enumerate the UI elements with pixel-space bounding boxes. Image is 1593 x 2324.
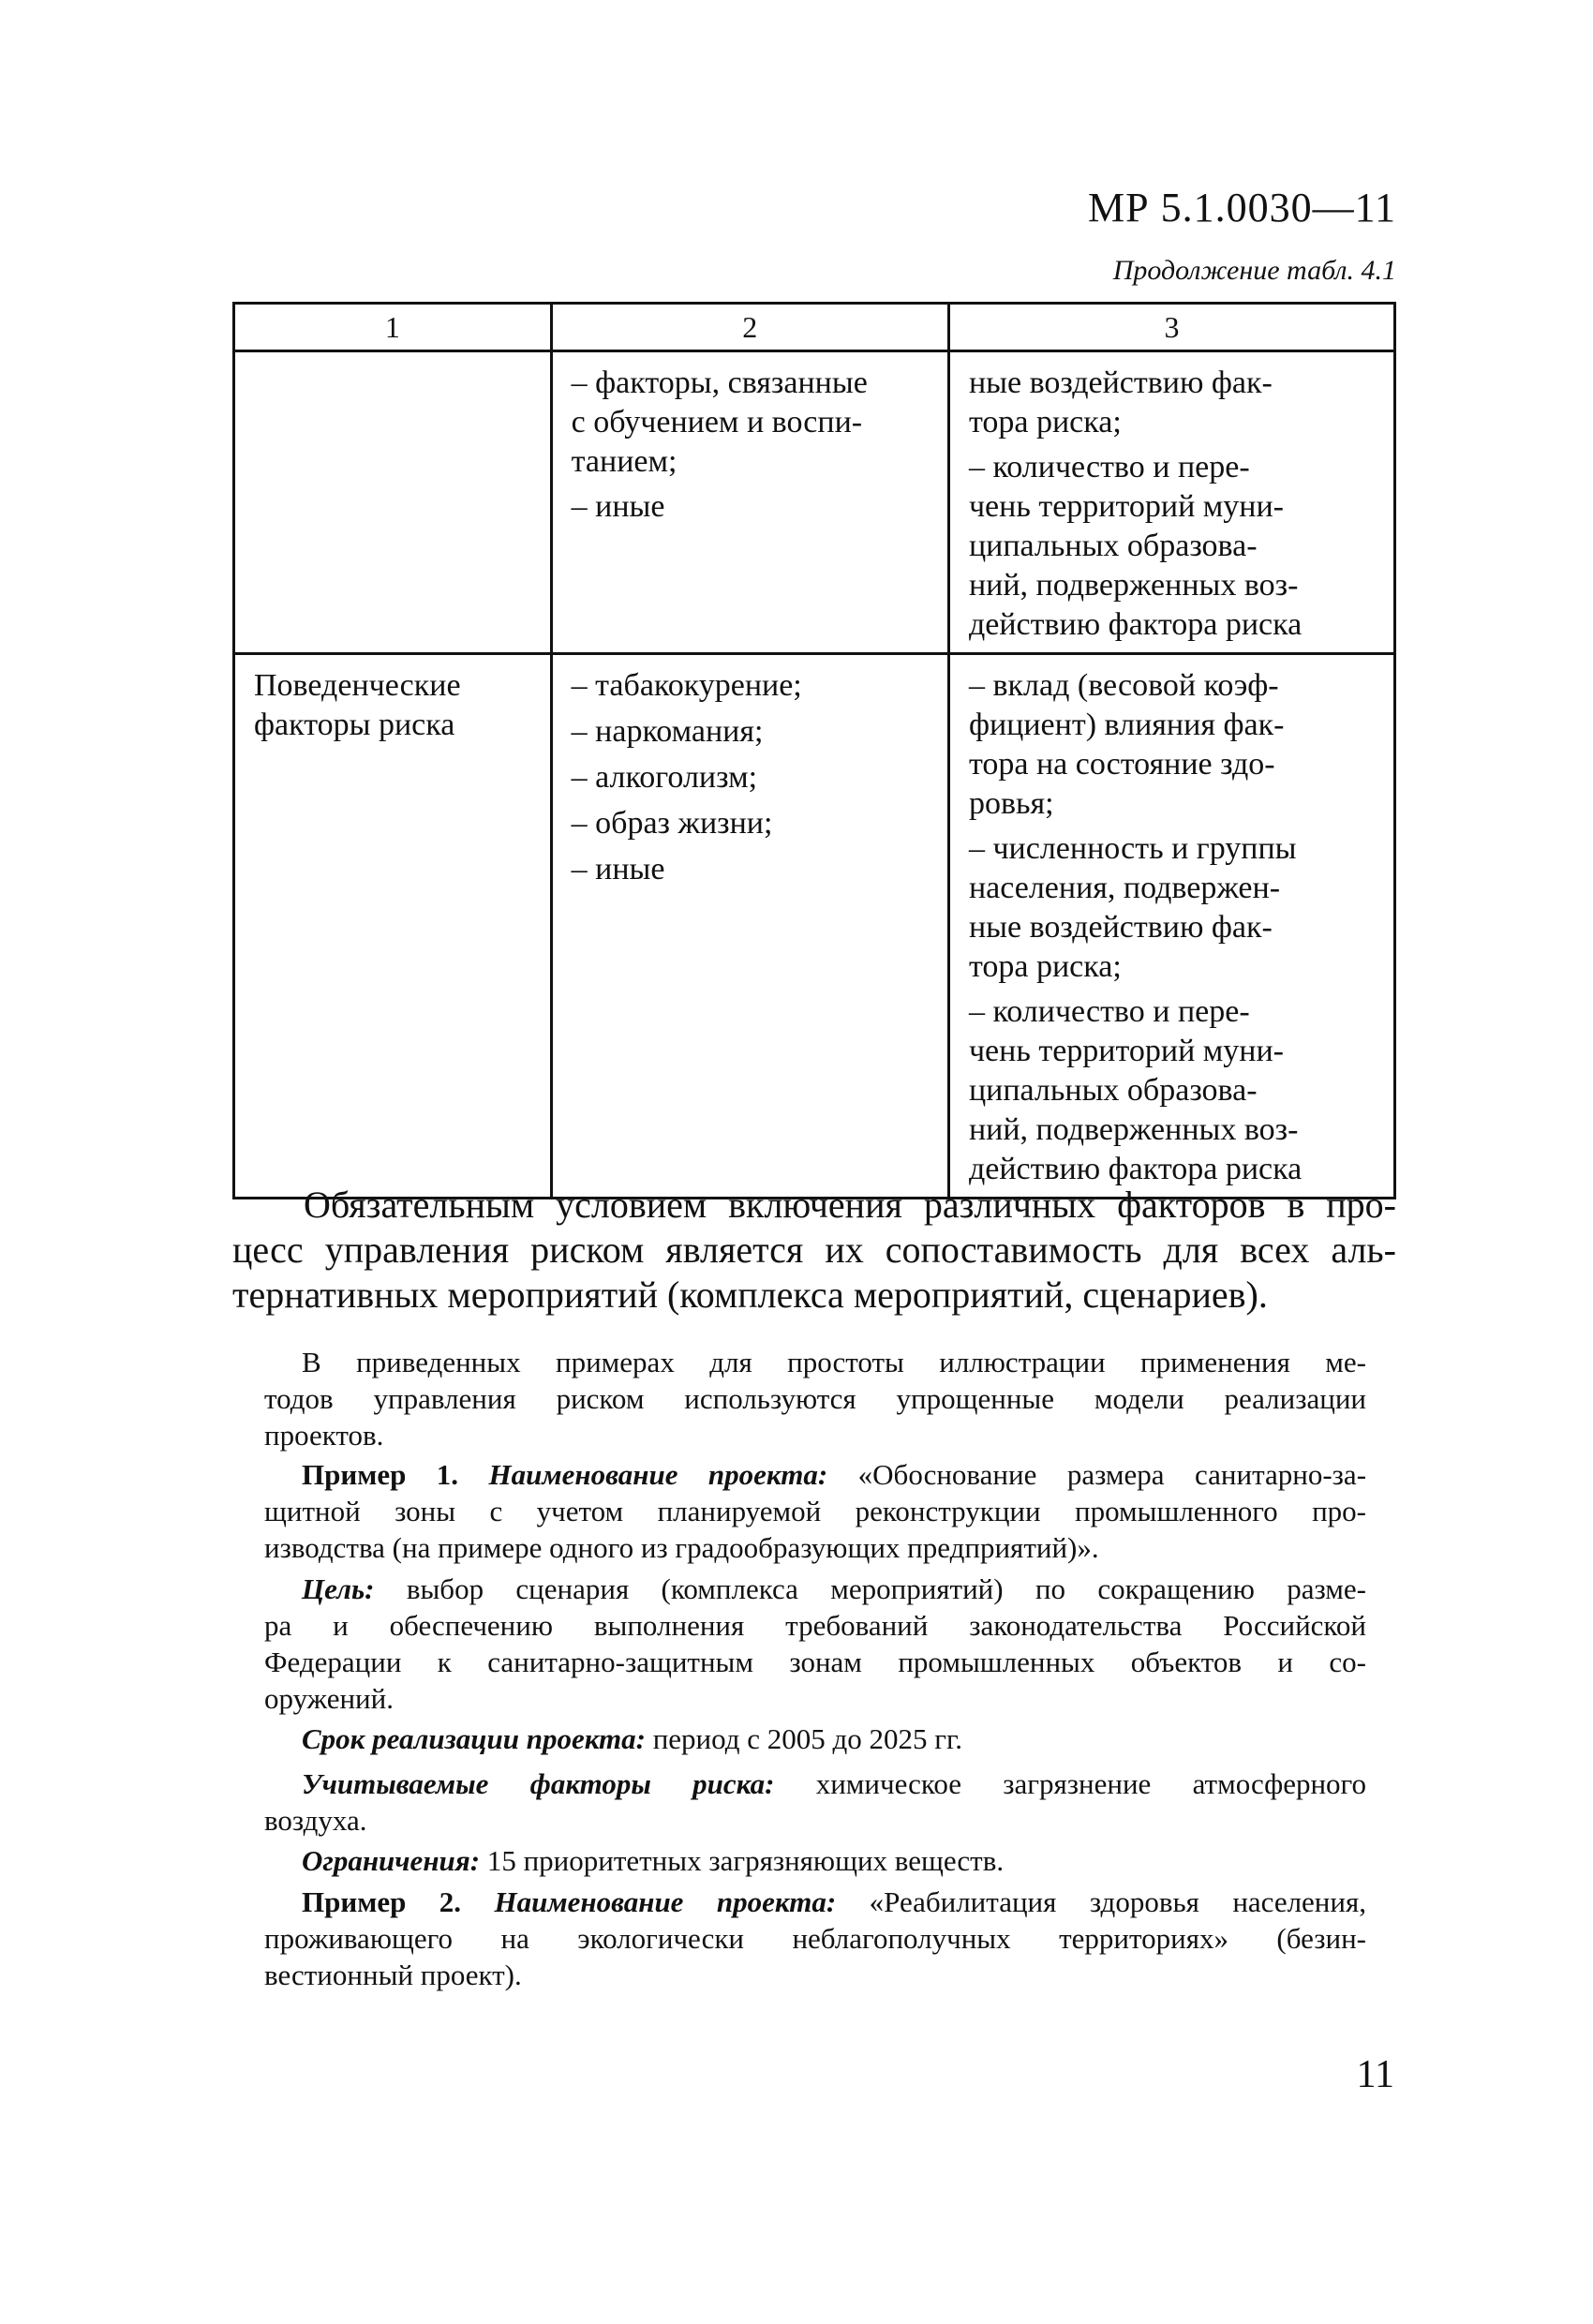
intro-paragraph — [264, 1344, 1366, 1453]
cell-line: чень территорий муни- — [968, 489, 1285, 524]
table-row — [234, 351, 1395, 654]
paragraph-line: Федерации к санитарно-защитным зонам промышленных объектов и со- — [264, 1646, 1366, 1678]
project-text: «Обоснование размера санитарно-за- — [857, 1458, 1367, 1491]
factors-label: Учитываемые факторы риска: — [302, 1767, 775, 1800]
table-header-row — [234, 304, 1395, 351]
paragraph-line: цесс управления риском является их сопоставимость для всех аль- — [232, 1229, 1396, 1271]
risk-factors-table — [232, 302, 1396, 1199]
example-1-term — [264, 1721, 1366, 1757]
cell-line: ные воздействию фак- — [968, 365, 1273, 400]
table-cell-factors — [551, 351, 948, 654]
factors-text: химическое загрязнение атмосферного — [815, 1767, 1366, 1800]
example-1-limits — [264, 1842, 1366, 1879]
cell-line: – вклад (весовой коэф- — [968, 668, 1279, 703]
table-cell-category — [234, 351, 552, 654]
paragraph-line: тернативных мероприятий (комплекса мероприятий, сценариев). — [232, 1274, 1268, 1316]
project-text: «Реабилитация здоровья населения, — [869, 1885, 1366, 1918]
project-label: Наименование проекта: — [494, 1885, 837, 1918]
cell-line: – алкоголизм; — [571, 760, 758, 795]
cell-line: ний, подверженных воз- — [968, 568, 1299, 603]
cell-line: тора на состояние здо- — [968, 747, 1275, 782]
cell-line: – наркомания; — [571, 714, 764, 749]
paragraph-line: проектов. — [264, 1419, 384, 1452]
paragraph-line: изводства (на примере одного из градообразующих предприятий)». — [264, 1531, 1099, 1564]
limits-text: 15 приоритетных загрязняющих веществ. — [486, 1844, 1005, 1877]
cell-line: факторы риска — [254, 708, 455, 742]
goal-text: выбор сценария (комплекса мероприятий) по сокращению разме- — [406, 1572, 1367, 1605]
cell-line: танием; — [571, 444, 677, 479]
term-label: Срок реализации проекта: — [302, 1722, 646, 1755]
paragraph-line: тодов управления риском используются упрощенные модели реализации — [264, 1382, 1366, 1415]
paragraph-line — [264, 1765, 1366, 1802]
cell-line: – численность и группы — [968, 831, 1297, 866]
cell-line: – иные — [571, 852, 665, 886]
page-number: 11 — [1356, 2053, 1394, 2096]
example-1-factors — [264, 1765, 1366, 1839]
paragraph-line: ра и обеспечению выполнения требований законодательства Российской — [264, 1609, 1366, 1642]
paragraph-line — [264, 1571, 1366, 1607]
column-header: 3 — [948, 304, 1394, 351]
cell-line: фициент) влияния фак- — [968, 708, 1285, 742]
cell-line: – количество и пере- — [968, 994, 1250, 1029]
example-1-project — [264, 1456, 1366, 1566]
paragraph-line — [264, 1884, 1366, 1920]
paragraph-line — [264, 1842, 1366, 1879]
table-continuation-caption: Продолжение табл. 4.1 — [1112, 255, 1396, 286]
main-paragraph — [232, 1183, 1396, 1318]
paragraph-line — [264, 1721, 1366, 1757]
table-cell-indicators — [948, 654, 1394, 1199]
cell-line: действию фактора риска — [968, 607, 1303, 642]
example-2-label: Пример 2. — [302, 1885, 462, 1918]
table-cell-factors — [551, 654, 948, 1199]
paragraph-line — [264, 1456, 1366, 1493]
cell-line: ровья; — [968, 786, 1054, 821]
table-cell-category — [234, 654, 552, 1199]
cell-line: ний, подверженных воз- — [968, 1112, 1299, 1147]
paragraph-line: вестионный проект). — [264, 1959, 522, 1991]
cell-line: ные воздействию фак- — [968, 910, 1273, 945]
table-cell-indicators — [948, 351, 1394, 654]
cell-line: населения, подвержен- — [968, 871, 1281, 905]
column-header: 1 — [234, 304, 552, 351]
cell-line: ципальных образова- — [968, 1073, 1258, 1108]
project-label: Наименование проекта: — [488, 1458, 828, 1491]
term-text: период с 2005 до 2025 гг. — [652, 1722, 962, 1755]
cell-line: с обучением и воспи- — [571, 405, 863, 439]
column-header: 2 — [551, 304, 948, 351]
cell-line: – факторы, связанные — [571, 365, 868, 400]
document-code: МР 5.1.0030—11 — [1088, 185, 1396, 231]
cell-line: – образ жизни; — [571, 806, 773, 841]
cell-line: ципальных образова- — [968, 529, 1258, 563]
cell-line: тора риска; — [968, 405, 1122, 439]
paragraph-line: проживающего на экологически неблагополучных территориях» (безин- — [264, 1922, 1366, 1955]
cell-line: – иные — [571, 489, 665, 524]
cell-line: – количество и пере- — [968, 450, 1250, 484]
limits-label: Ограничения: — [302, 1844, 481, 1877]
paragraph-line: В приведенных примерах для простоты иллюстрации применения ме- — [302, 1346, 1366, 1378]
goal-label: Цель: — [302, 1572, 375, 1605]
paragraph-line: оружений. — [264, 1682, 394, 1715]
paragraph-line: Обязательным условием включения различных факторов в про- — [304, 1184, 1396, 1226]
paragraph-line: щитной зоны с учетом планируемой реконструкции промышленного про- — [264, 1495, 1366, 1527]
table-row — [234, 654, 1395, 1199]
cell-line: Поведенческие — [254, 668, 461, 703]
example-1-label: Пример 1. — [302, 1458, 459, 1491]
cell-line: чень территорий муни- — [968, 1034, 1285, 1068]
paragraph-line: воздуха. — [264, 1804, 367, 1837]
cell-line: тора риска; — [968, 949, 1122, 984]
cell-line: – табакокурение; — [571, 668, 802, 703]
cell-line: действию фактора риска — [968, 1152, 1303, 1186]
example-1-goal — [264, 1571, 1366, 1717]
example-2-project — [264, 1884, 1366, 1993]
